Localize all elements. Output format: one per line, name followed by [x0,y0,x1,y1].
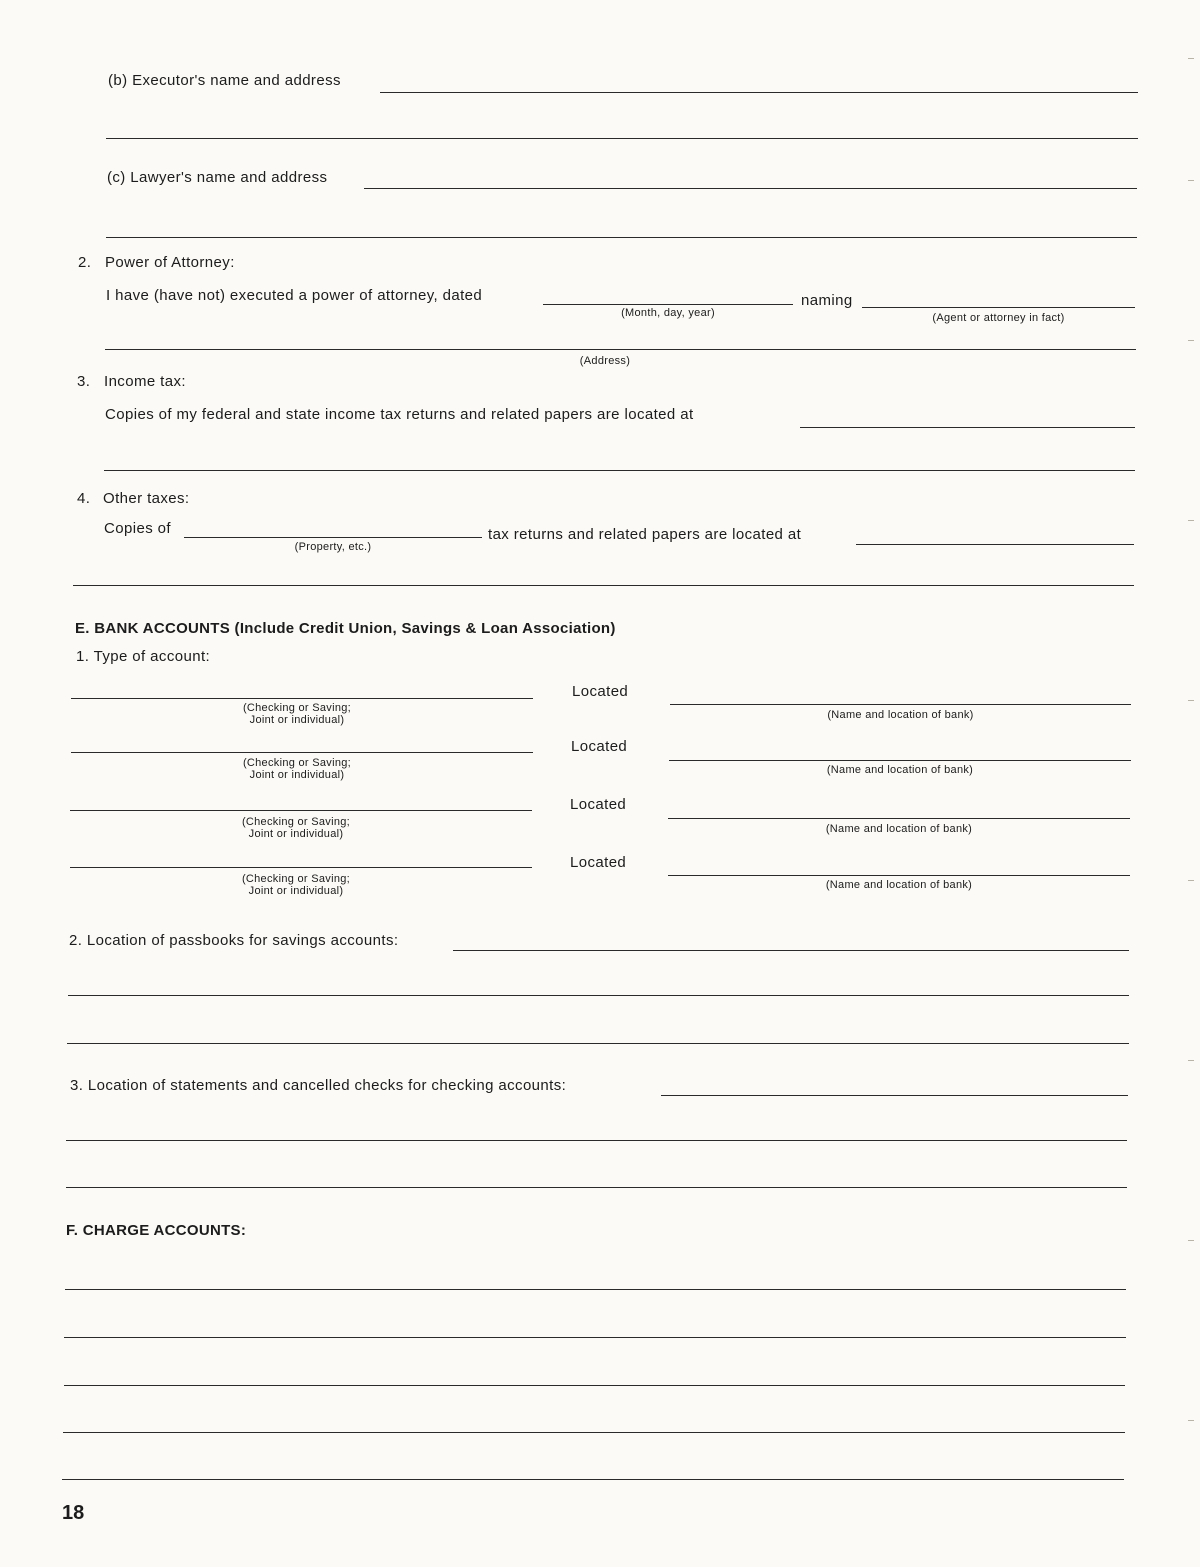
income-tax-text: Copies of my federal and state income tax returns and related papers are located at [105,406,694,423]
edge-mark [1188,58,1194,59]
passbooks-line-2[interactable] [68,995,1129,996]
other-taxes-property-line[interactable] [184,537,482,538]
other-taxes-number: 4. [77,490,91,507]
executor-line-2[interactable] [106,138,1138,139]
bank-name-caption: (Name and location of bank) [826,764,974,776]
statements-line-2[interactable] [66,1140,1127,1141]
statements-line-1[interactable] [661,1095,1128,1096]
lawyer-label: (c) Lawyer's name and address [107,169,328,186]
account-type-caption: (Checking or Saving; Joint or individual) [242,757,352,781]
edge-mark [1188,1240,1194,1241]
located-label: Located [570,854,627,871]
executor-line-1[interactable] [380,92,1138,93]
located-label: Located [570,796,627,813]
other-taxes-line-2[interactable] [73,585,1134,586]
poa-number: 2. [78,254,92,271]
account-type-line[interactable] [71,752,533,753]
bank-name-caption: (Name and location of bank) [825,879,973,891]
located-label: Located [571,738,628,755]
income-tax-line-2[interactable] [104,470,1135,471]
bank-name-line[interactable] [668,875,1130,876]
other-taxes-title: Other taxes: [103,490,190,507]
statements-label: 3. Location of statements and cancelled checks for checking accounts: [70,1077,567,1094]
bank-name-line[interactable] [669,760,1131,761]
charge-accounts-line[interactable] [65,1289,1126,1290]
edge-mark [1188,1060,1194,1061]
page-number: 18 [62,1502,85,1524]
bank-name-line[interactable] [670,704,1131,705]
account-type-caption: (Checking or Saving; Joint or individual) [242,702,352,726]
poa-title: Power of Attorney: [105,254,235,271]
edge-mark [1188,340,1194,341]
charge-accounts-line[interactable] [64,1385,1125,1386]
bank-name-caption: (Name and location of bank) [827,709,974,721]
account-type-label: 1. Type of account: [76,648,211,665]
lawyer-line-1[interactable] [364,188,1137,189]
poa-date-caption: (Month, day, year) [621,307,715,319]
located-label: Located [572,683,629,700]
charge-accounts-line[interactable] [64,1337,1126,1338]
edge-mark [1188,700,1194,701]
passbooks-label: 2. Location of passbooks for savings accounts: [69,932,399,949]
statements-line-3[interactable] [66,1187,1127,1188]
passbooks-line-3[interactable] [67,1043,1129,1044]
bank-accounts-heading: E. BANK ACCOUNTS (Include Credit Union, Savings & Loan Association) [75,620,616,637]
income-tax-line-1[interactable] [800,427,1135,428]
poa-address-line[interactable] [105,349,1136,350]
other-taxes-text-a: Copies of [104,520,171,537]
lawyer-line-2[interactable] [106,237,1137,238]
account-type-line[interactable] [70,810,532,811]
poa-agent-caption: (Agent or attorney in fact) [932,312,1065,324]
other-taxes-property-caption: (Property, etc.) [294,541,372,553]
account-type-line[interactable] [71,698,533,699]
other-taxes-text-b: tax returns and related papers are located at [488,526,802,543]
bank-name-caption: (Name and location of bank) [825,823,973,835]
edge-mark [1188,520,1194,521]
charge-accounts-line[interactable] [63,1432,1125,1433]
other-taxes-location-line[interactable] [856,544,1134,545]
charge-accounts-heading: F. CHARGE ACCOUNTS: [66,1222,247,1239]
poa-text-a: I have (have not) executed a power of attorney, dated [106,287,483,304]
executor-label: (b) Executor's name and address [108,72,341,89]
edge-mark [1188,1420,1194,1421]
income-tax-title: Income tax: [104,373,186,390]
poa-agent-line[interactable] [862,307,1135,308]
bank-name-line[interactable] [668,818,1130,819]
passbooks-line-1[interactable] [453,950,1129,951]
poa-address-caption: (Address) [579,355,631,367]
account-type-caption: (Checking or Saving; Joint or individual) [241,873,351,897]
income-tax-number: 3. [77,373,91,390]
edge-mark [1188,880,1194,881]
poa-text-b: naming [801,292,853,309]
account-type-line[interactable] [70,867,532,868]
account-type-caption: (Checking or Saving; Joint or individual) [241,816,351,840]
charge-accounts-line[interactable] [62,1479,1124,1480]
poa-date-line[interactable] [543,304,793,305]
edge-mark [1188,180,1194,181]
